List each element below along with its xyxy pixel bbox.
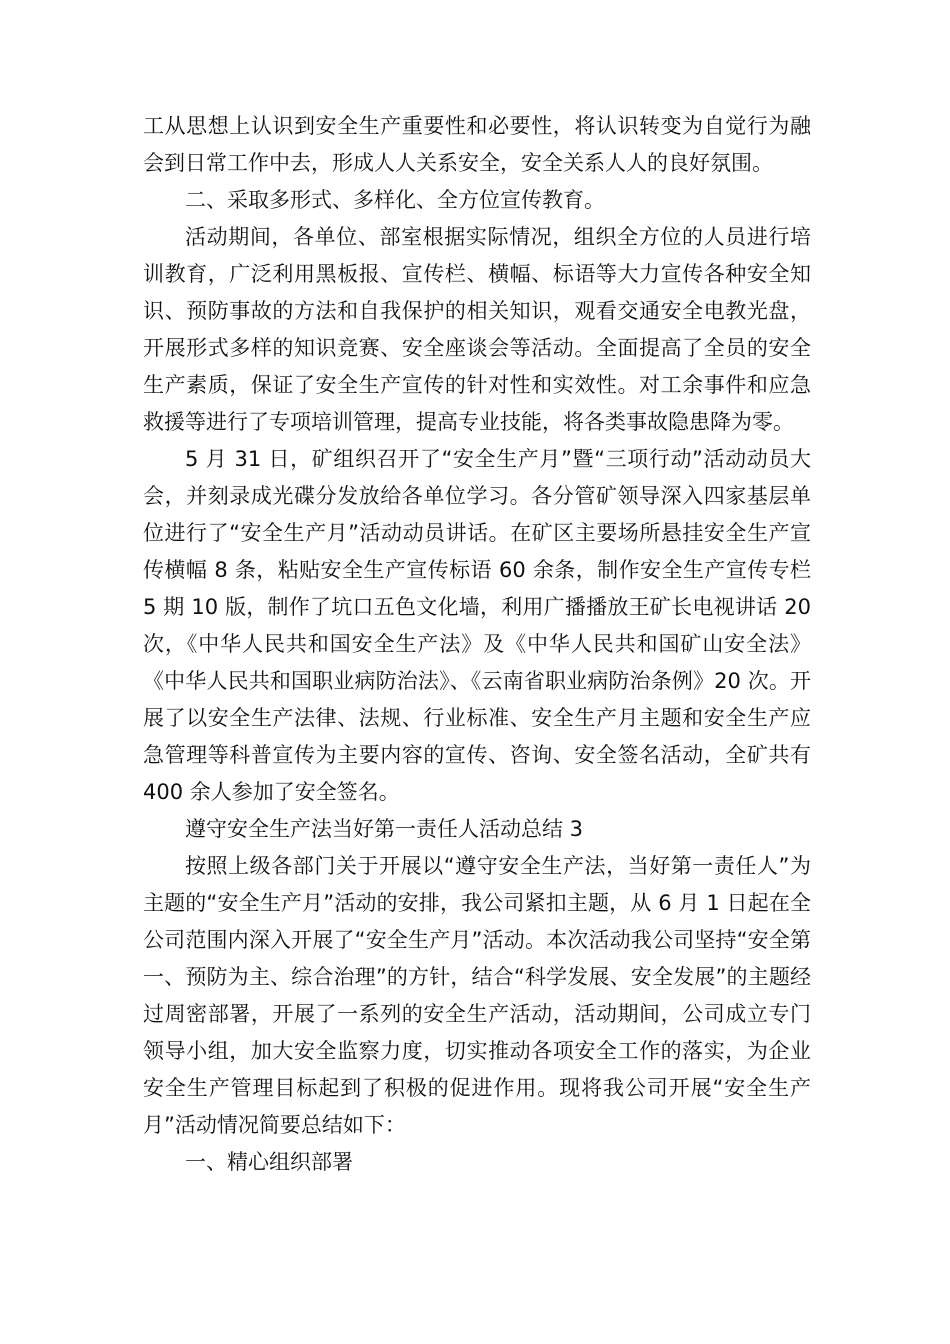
section-heading-1: 一、精心组织部署: [185, 1150, 353, 1174]
paragraph-may-31: 5 月 31 日，矿组织召开了“安全生产月”暨“三项行动”活动动员大会，并刻录成光碟分发放给各单位学习。各分管矿领导深入四家基层单位进行了“安全生产月”活动动员讲话。在矿区主要场所悬挂安全生产宣传横幅 8 条，粘贴安全生产宣传标语 60 余条，制作安全生产宣传专栏 5 期 10 版，制作了坑口五色文化墙，利用广播播放王矿长电视讲话 20 次，《中华人民共和国安全生产法》及《中华人民共和国矿山安全法》《中华人民共和国职业病防治法》、《云南省职业病防治条例》20 次。开展了以安全生产法律、法规、行业标准、安全生产月主题和安全生产应急管理等科普宣传为主要内容的宣传、咨询、安全签名活动，全矿共有 400 余人参加了安全签名。: [143, 447, 811, 804]
section-heading-2: 二、采取多形式、多样化、全方位宣传教育。: [185, 188, 605, 212]
paragraph-continuation: 工从思想上认识到安全生产重要性和必要性，将认识转变为自觉行为融会到日常工作中去，形成人人关系安全，安全关系人人的良好氛围。: [143, 114, 811, 175]
article-title-3: 遵守安全生产法当好第一责任人活动总结 3: [185, 817, 584, 841]
paragraph-intro: 按照上级各部门关于开展以“遵守安全生产法，当好第一责任人”为主题的“安全生产月”活动的安排，我公司紧扣主题，从 6 月 1 日起在全公司范围内深入开展了“安全生产月”活动。本次活动我公司坚持“安全第一、预防为主、综合治理”的方针，结合“科学发展、安全发展”的主题经过周密部署，开展了一系列的安全生产活动，活动期间，公司成立专门领导小组，加大安全监察力度，切实推动各项安全工作的落实，为企业安全生产管理目标起到了积极的促进作用。现将我公司开展“安全生产月”活动情况简要总结如下：: [143, 854, 811, 1137]
paragraph-training: 活动期间，各单位、部室根据实际情况，组织全方位的人员进行培训教育，广泛利用黑板报、宣传栏、横幅、标语等大力宣传各种安全知识、预防事故的方法和自我保护的相关知识，观看交通安全电教光盘，开展形式多样的知识竞赛、安全座谈会等活动。全面提高了全员的安全生产素质，保证了安全生产宣传的针对性和实效性。对工余事件和应急救援等进行了专项培训管理，提高专业技能，将各类事故隐患降为零。: [143, 225, 811, 434]
document-body: [143, 108, 811, 1181]
